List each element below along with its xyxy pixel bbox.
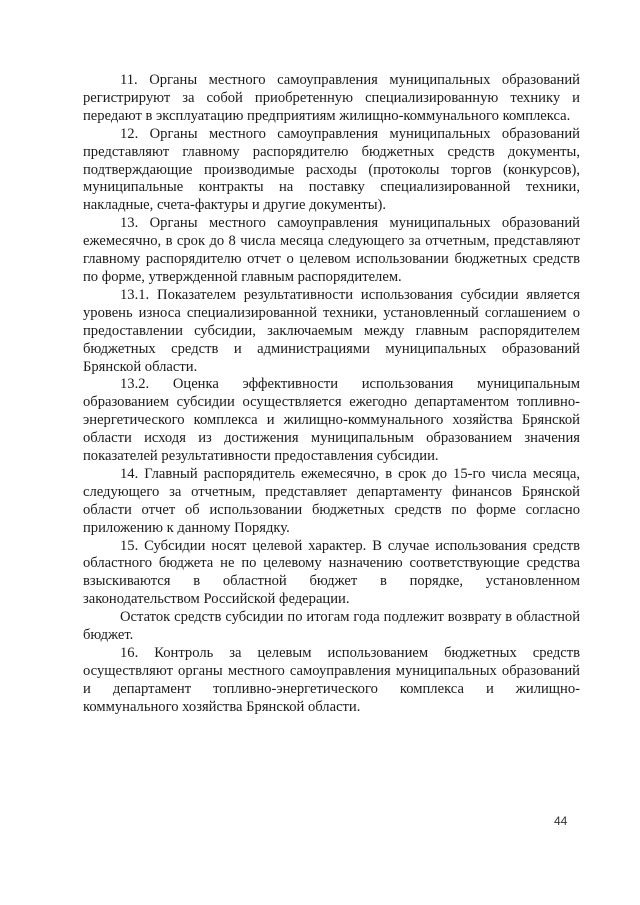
page-number: 44 — [554, 814, 568, 828]
paragraph-14: 14. Главный распорядитель ежемесячно, в срок до 15-го числа месяца, следующего за отчетным, представляет департаменту финансов Брянской области отчет об использовании бюджетных средств по форме согласно приложению к данному Порядку. — [83, 465, 580, 536]
paragraph-13-1: 13.1. Показателем результативности использования субсидии является уровень износа специализированной техники, установленный соглашением о предоставлении субсидии, заключаемым между главным распорядителем бюджетных средств и администрациями муниципальных образований Брянской области. — [83, 286, 580, 375]
paragraph-15: 15. Субсидии носят целевой характер. В случае использования средств областного бюджета не по целевому назначению соответствующие средства взыскиваются в областной бюджет в порядке, установленном законодательством Российской федерации. — [83, 537, 580, 608]
document-body — [83, 72, 580, 717]
paragraph-13-2: 13.2. Оценка эффективности использования муниципальным образованием субсидии осуществляется ежегодно департаментом топливно-энергетического комплекса и жилищно-коммунального хозяйства Брянской области исходя из достижения муниципальным образованием значения показателей результативности предоставления субсидии. — [83, 376, 580, 465]
paragraph-16: 16. Контроль за целевым использованием бюджетных средств осуществляют органы местного самоуправления муниципальных образований и департамент топливно-энергетического комплекса и жилищно-коммунального хозяйства Брянской области. — [83, 645, 580, 715]
paragraph-12: 12. Органы местного самоуправления муниципальных образований представляют главному распорядителю бюджетных средств документы, подтверждающие производимые расходы (протоколы торгов (конкурсов), муниципальные контракты на поставку специализированной техники, накладные, счета-фактуры и другие документы). — [83, 125, 580, 214]
paragraph-13: 13. Органы местного самоуправления муниципальных образований ежемесячно, в срок до 8 числа месяца следующего за отчетным, представляют главному распорядителю отчет о целевом использовании бюджетных средств по форме, утвержденной главным распорядителем. — [83, 215, 580, 285]
paragraph-15-remainder: Остаток средств субсидии по итогам года подлежит возврату в областной бюджет. — [83, 609, 580, 644]
paragraph-11: 11. Органы местного самоуправления муниципальных образований регистрируют за собой приобретенную специализированную технику и передают в эксплуатацию предприятиям жилищно-коммунального комплекса. — [83, 72, 580, 124]
